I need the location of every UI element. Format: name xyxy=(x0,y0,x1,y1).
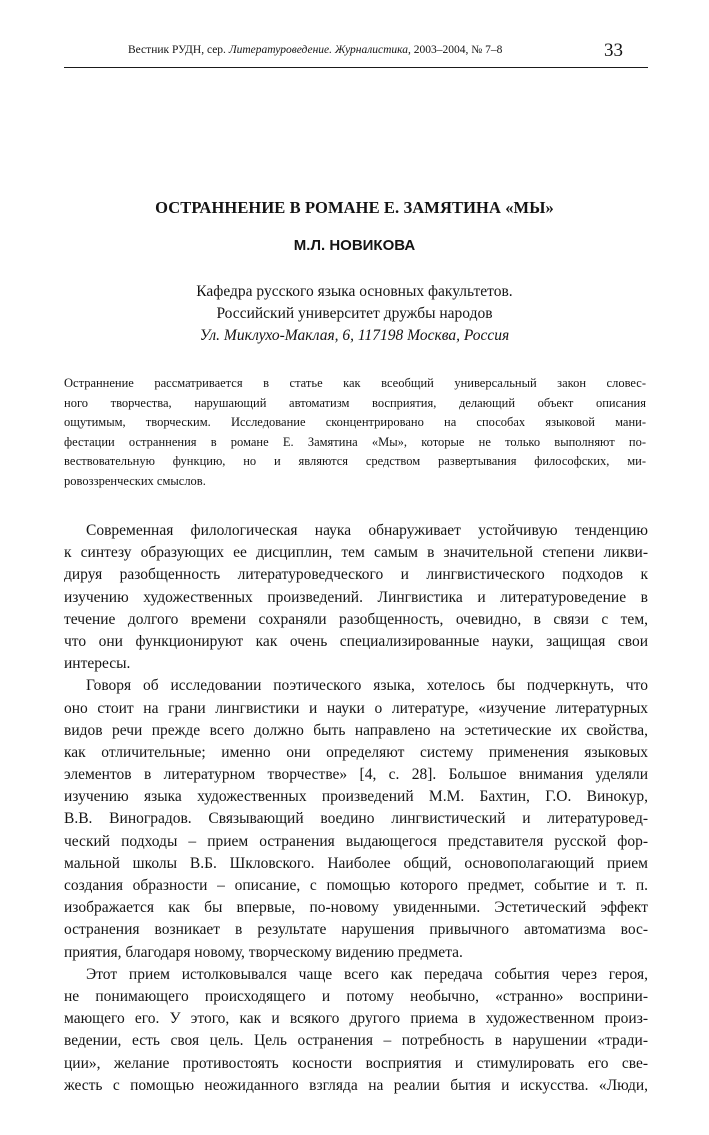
body-line: приятия, благодаря новому, творческому видению предмета. xyxy=(64,943,463,961)
body-line: видов речи прежде всего должно быть направлено на эстетические их свойства, xyxy=(64,721,648,739)
body-line: мающего его. У этого, как и всякого другого приема в художественном произ- xyxy=(64,1010,648,1028)
body-line: В.В. Виноградов. Связывающий воедино лингвистический и литературовед- xyxy=(64,810,648,828)
body-line: мальной школы В.Б. Шкловского. Наиболее общий, основополагающий прием xyxy=(64,854,648,872)
page-number: 33 xyxy=(604,40,623,61)
body-line: элементов в литературном творчестве» [4, с. 28]. Большое внимания уделяли xyxy=(64,766,648,784)
body-line: ческий подходы – прием остранения выдающегося представителя русской фор- xyxy=(64,832,648,850)
body-line: течение долгого времени сохраняли разобщенность, очевидно, в связи с тем, xyxy=(64,610,648,628)
affiliation-address: Ул. Миклухо-Маклая, 6, 117198 Москва, Россия xyxy=(199,327,510,344)
body-text xyxy=(64,520,648,1097)
journal-issue: , 2003–2004, № 7–8 xyxy=(408,44,503,56)
header-rule xyxy=(64,67,648,68)
body-line: оно стоит на грани лингвистики и науки о литературе, «изучение литературных xyxy=(64,699,648,717)
body-line: изображается как бы впервые, по-новому увиденными. Эстетический эффект xyxy=(64,899,648,917)
body-line: Современная филологическая наука обнаруживает устойчивую тенденцию xyxy=(86,522,648,539)
body-line: Этот прием истолковывался чаще всего как передача события через героя, xyxy=(86,965,648,983)
author-name: М.Л. НОВИКОВА xyxy=(293,237,416,254)
abstract-line: ровоззренческих смыслов. xyxy=(64,473,206,488)
running-head xyxy=(128,44,598,56)
body-line: к синтезу образующих ее дисциплин, тем самым в значительной степени ликви- xyxy=(64,544,648,562)
body-line: изучению языка художественных произведений М.М. Бахтин, Г.О. Винокур, xyxy=(64,788,648,806)
body-line: остранения возникает в результате нарушения привычного автоматизма вос- xyxy=(64,921,648,939)
body-line: создания образности – описание, с помощью которого предмет, событие и т. п. xyxy=(64,877,648,894)
affiliation-university: Российский университет дружбы народов xyxy=(216,305,493,322)
abstract xyxy=(64,374,646,491)
body-line: интересы. xyxy=(64,655,131,673)
abstract-line: ощутимым, творческим. Исследование сконцентрировано на способах языковой мани- xyxy=(64,415,646,429)
abstract-line: Остраннение рассматривается в статье как всеобщий универсальный закон словес- xyxy=(64,376,646,390)
body-line: ведении, есть своя цель. Цель остранения – потребность в нарушении «тради- xyxy=(64,1032,648,1050)
body-line: дируя разобщенность литературоведческого и лингвистического подходов к xyxy=(64,566,648,584)
journal-series: Литературоведение. Журналистика xyxy=(228,44,409,56)
body-line: не понимающего происходящего и потому необычно, «странно» восприни- xyxy=(64,987,648,1005)
journal-name: Вестник РУДН, сер. xyxy=(128,44,229,56)
body-line: изучению художественных произведений. Лингвистика и литературоведение в xyxy=(64,588,648,606)
body-line: ции», желание противостоять косности восприятия и стимулировать его све- xyxy=(64,1054,648,1072)
article-title: ОСТРАННЕНИЕ В РОМАНЕ Е. ЗАМЯТИНА «МЫ» xyxy=(155,198,554,217)
affiliation-department: Кафедра русского языка основных факультетов. xyxy=(196,283,513,300)
abstract-line: ного творчества, нарушающий автоматизм восприятия, делающий объект описания xyxy=(64,395,646,410)
abstract-line: фестации остраннения в романе Е. Замятина «Мы», которые не только выполняют по- xyxy=(64,434,646,449)
body-line: Говоря об исследовании поэтического языка, хотелось бы подчеркнуть, что xyxy=(86,677,648,695)
body-line: жесть с помощью неожиданного взгляда на реалии бытия и искусства. «Люди, xyxy=(64,1076,648,1094)
body-line: как отличительные; именно они определяют систему применения языковых xyxy=(64,743,648,761)
body-line: что они функционируют как очень специализированные науки, защищая свои xyxy=(64,632,648,650)
abstract-line: вествовательную функцию, но и являются средством развертывания философских, ми- xyxy=(64,454,646,468)
